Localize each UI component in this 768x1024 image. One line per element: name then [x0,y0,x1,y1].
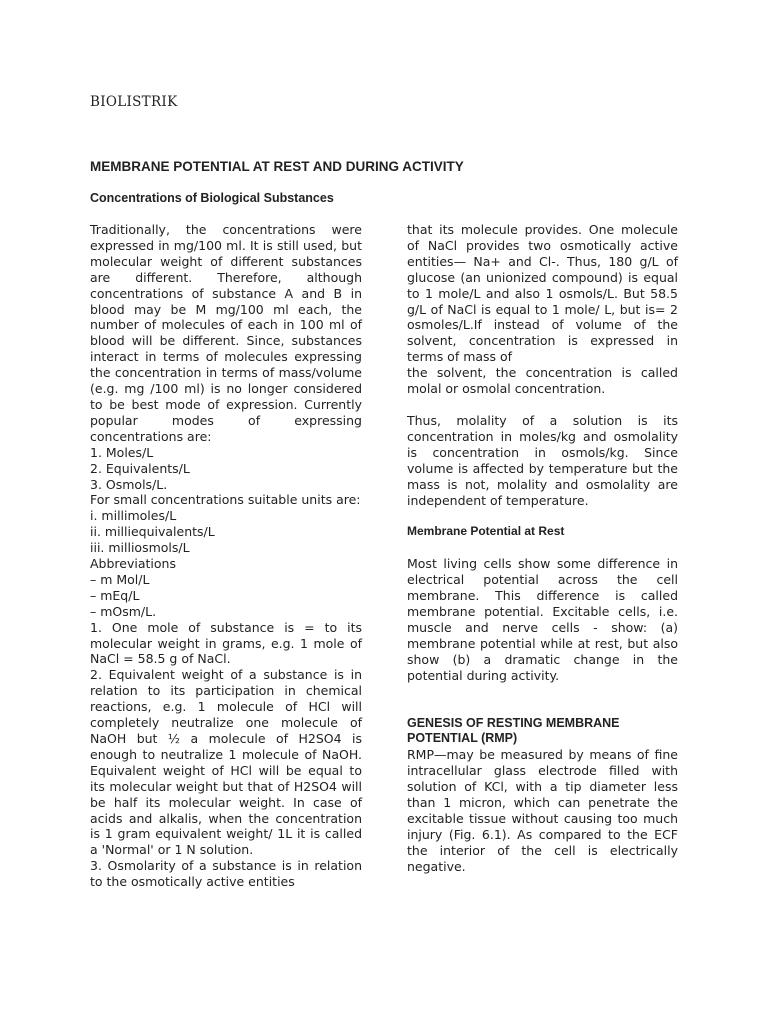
unit-item: ii. milliequivalents/L [90,524,215,540]
genesis-paragraph: RMP—may be measured by means of fine intracellular glass electrode filled with solution of KCl, with a tip diameter less than 1 micron, which can penetrate the excitable tissue without causing too much injury (Fig. 6.1). As compared to the ECF the interior of the cell is electrically negative. [407,747,678,874]
continuation-paragraph: that its molecule provides. One molecule of NaCl provides two osmotically active entities— Na+ and Cl-. Thus, 180 g/L of glucose (an unionized compound) is equal to 1 mole/L and also 1 osmols/L. But 58.5 g/L of NaCl is equal to 1 mole/ L, but is= 2 osmoles/L.If instead of volume of the solvent, concentration is expressed in terms of mass of [407,222,678,365]
mode-item: 2. Equivalents/L [90,460,190,476]
spacer [407,508,678,524]
rest-heading: Membrane Potential at Rest [407,524,565,539]
spacer [407,397,678,413]
mode-item: 1. Moles/L [90,444,154,460]
point-two-paragraph: 2. Equivalent weight of a substance is in relation to its participation in chemical reactions, e.g. 1 molecule of HCl will completely neutralize one molecule of NaOH but ½ a molecule of H2SO4 is enough to neutralize 1 molecule of NaOH. Equivalent weight of HCl will be equal to its molecular weight but that of H2SO4 will be half its molecular weight. In case of acids and alkalis, when the concentration is 1 gram equivalent weight/ 1L it is called a 'Normal' or 1 N solution. [90,667,362,858]
rest-paragraph: Most living cells show some difference in electrical potential across the cell membrane. This difference is called membrane potential. Excitable cells, i.e. muscle and nerve cells - show: (a) membrane potential while at rest, but also show (b) a dramatic change in the potential during activity. [407,556,678,683]
page-title: MEMBRANE POTENTIAL AT REST AND DURING ACTIVITY [90,159,464,174]
spacer [407,684,678,700]
abbreviations-heading: Abbreviations [90,556,176,572]
genesis-heading: GENESIS OF RESTING MEMBRANE POTENTIAL (RMP) [407,715,620,746]
abbreviation-item: – mEq/L [90,587,140,603]
spacer [407,540,678,556]
point-three-paragraph: 3. Osmolarity of a substance is in relation to the osmotically active entities [90,858,362,890]
unit-item: iii. milliosmols/L [90,540,190,556]
mode-item: 3. Osmols/L. [90,476,168,492]
left-column [90,222,362,890]
right-column [407,222,678,875]
abbreviation-item: – m Mol/L [90,571,150,587]
molality-paragraph: Thus, molality of a solution is its concentration in moles/kg and osmolality is concentration in osmols/kg. Since volume is affected by temperature but the mass is not, molality and osmolality are independent of temperature. [407,412,678,508]
point-one-paragraph: 1. One mole of substance is = to its molecular weight in grams, e.g. 1 mole of NaCl = 58.5 g of NaCl. [90,619,362,667]
section-title: Concentrations of Biological Substances [90,191,334,205]
abbreviation-item: – mOsm/L. [90,603,157,619]
spacer [407,700,678,716]
document-label: BIOLISTRIK [90,94,178,110]
small-units-intro: For small concentrations suitable units are: [90,492,361,508]
continuation-paragraph-2: the solvent, the concentration is called molal or osmolal concentration. [407,365,678,397]
intro-paragraph: Traditionally, the concentrations were expressed in mg/100 ml. It is still used, but molecular weight of different substances are different. Therefore, although concentrations of substance A and B in blood may be M mg/100 ml each, the number of molecules of each in 100 ml of blood will be different. Since, substances interact in terms of molecules expressing the concentration in terms of mass/volume (e.g. mg /100 ml) is no longer considered to be best mode of expression. Currently popular modes of expressing concentrations are: [90,222,362,444]
unit-item: i. millimoles/L [90,508,177,524]
